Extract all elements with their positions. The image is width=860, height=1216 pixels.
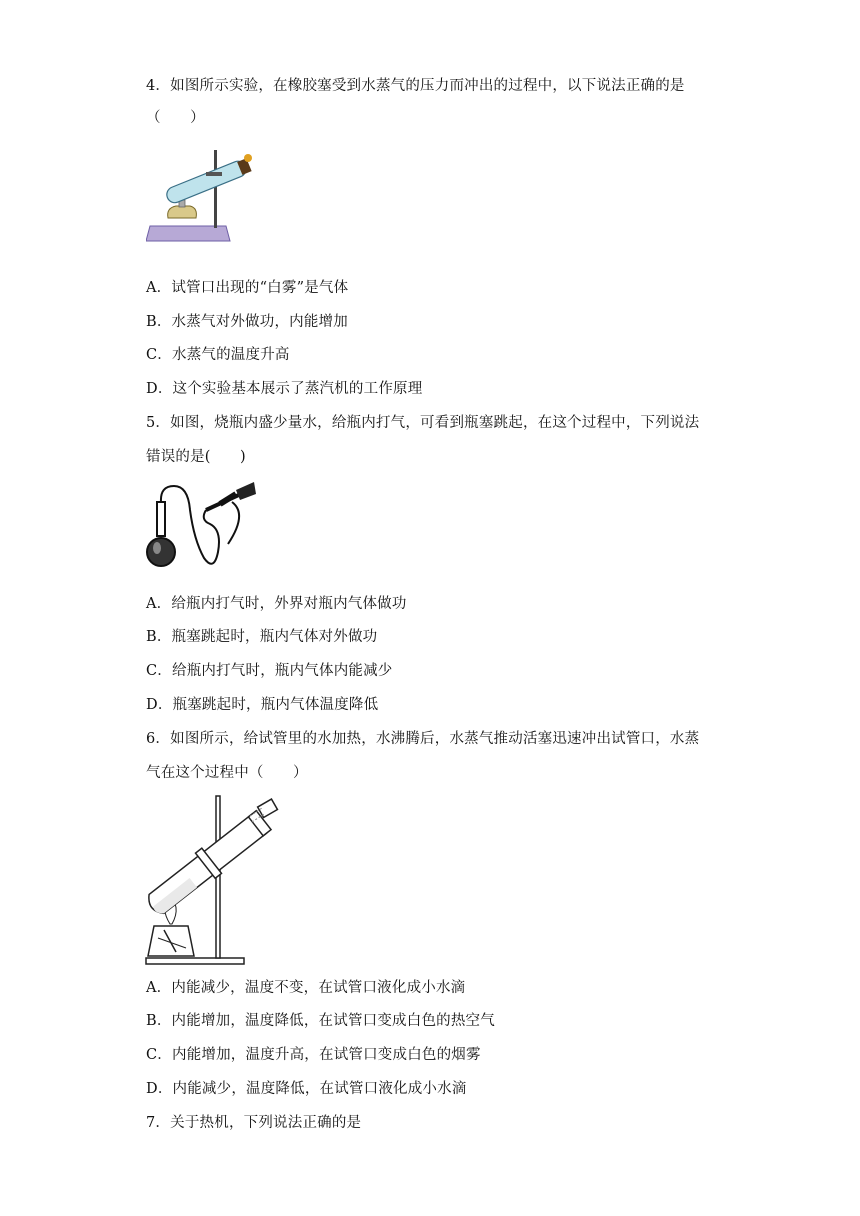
question-number: 7． [146,1115,171,1131]
question-5-option-c: C．给瓶内打气时，瓶内气体内能减少 [146,663,393,679]
question-4-option-a: A．试管口出现的“白雾”是气体 [146,280,349,296]
question-number: 5． [146,415,171,431]
question-5-stem-cont: 错误的是( ) [146,449,246,465]
question-text: 如图所示实验，在橡胶塞受到水蒸气的压力而冲出的过程中，以下说法正确的是 [170,78,685,94]
question-text: 如图所示，给试管里的水加热，水沸腾后，水蒸气推动活塞迅速冲出试管口，水蒸 [170,731,700,747]
figure-flask-pump [144,480,260,572]
question-text: 关于热机，下列说法正确的是 [170,1115,362,1131]
question-6-option-c: C．内能增加，温度升高，在试管口变成白色的烟雾 [146,1047,481,1063]
question-6-option-d: D．内能减少，温度降低，在试管口液化成小水滴 [146,1081,467,1097]
question-number: 6． [146,731,171,747]
question-6-stem [146,727,699,748]
question-5-option-a: A．给瓶内打气时，外界对瓶内气体做功 [146,596,407,612]
question-6-option-a: A．内能减少，温度不变，在试管口液化成小水滴 [146,980,466,996]
question-5-option-d: D．瓶塞跳起时，瓶内气体温度降低 [146,697,379,713]
question-4-option-c: C．水蒸气的温度升高 [146,347,290,363]
question-6-stem-cont: 气在这个过程中（ ） [146,765,308,781]
question-5-stem [146,411,699,432]
question-text: 如图，烧瓶内盛少量水，给瓶内打气，可看到瓶塞跳起，在这个过程中，下列说法 [170,415,700,431]
question-4-option-d: D．这个实验基本展示了蒸汽机的工作原理 [146,381,423,397]
question-number: 4． [146,78,171,94]
question-5-option-b: B．瓶塞跳起时，瓶内气体对外做功 [146,629,378,645]
figure-piston-steam [142,788,282,968]
question-4-answer-blank: （ ） [146,110,205,126]
question-6-option-b: B．内能增加，温度降低，在试管口变成白色的热空气 [146,1013,495,1029]
question-4-stem [146,74,685,95]
question-7-stem [146,1111,361,1132]
question-4-option-b: B．水蒸气对外做功，内能增加 [146,314,348,330]
figure-test-tube-heating [146,146,258,246]
